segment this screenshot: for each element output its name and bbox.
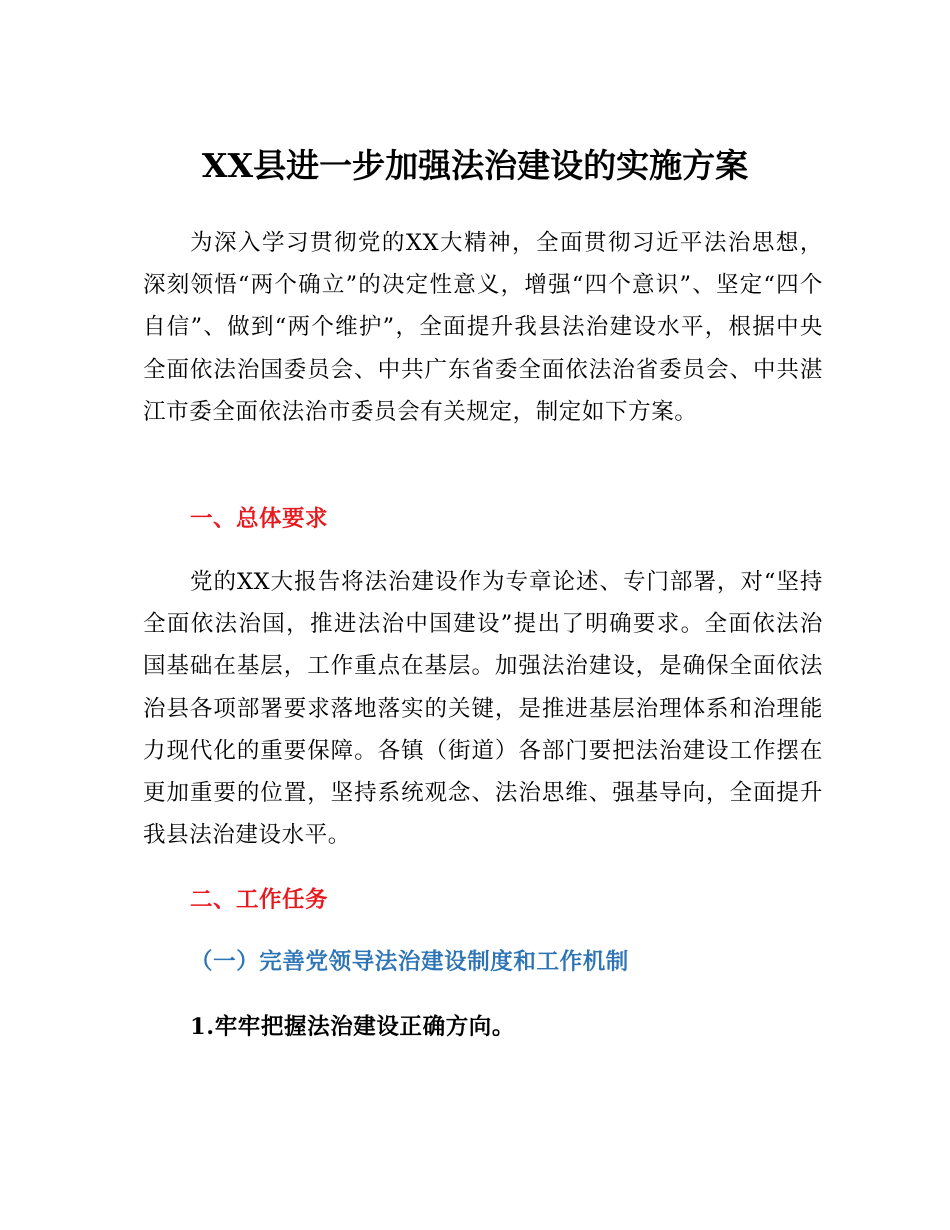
section-body-general-requirements: 党的XX大报告将法治建设作为专章论述、专门部署，对“坚持全面依法治国，推进法治中国建设”提出了明确要求。全面依法治国基础在基层，工作重点在基层。加强法治建设，是确保全面依法治县各项部署要求落地落实的关键，是推进基层治理体系和治理能力现代化的重要保障。各镇（街道）各部门要把法治建设工作摆在更加重要的位置，坚持系统观念、法治思维、强基导向，全面提升我县法治建设水平。 [143,569,823,849]
section-heading-work-tasks: 二、工作任务 [190,887,329,913]
intro-paragraph: 为深入学习贯彻党的XX大精神，全面贯彻习近平法治思想，深刻领悟“两个确立”的决定性意义，增强“四个意识”、坚定“四个自信”、做到“两个维护”，全面提升我县法治建设水平，根据中央全面依法治国委员会、中共广东省委全面依法治省委员会、中共湛江市委全面依法治市委员会有关规定，制定如下方案。 [143,230,823,425]
subsection-heading: （一）完善党领导法治建设制度和工作机制 [190,949,629,975]
document-title: XX县进一步加强法治建设的实施方案 [201,146,749,185]
section-heading-general-requirements: 一、总体要求 [190,506,329,532]
item-heading: 1.牢牢把握法治建设正确方向。 [190,1014,515,1040]
